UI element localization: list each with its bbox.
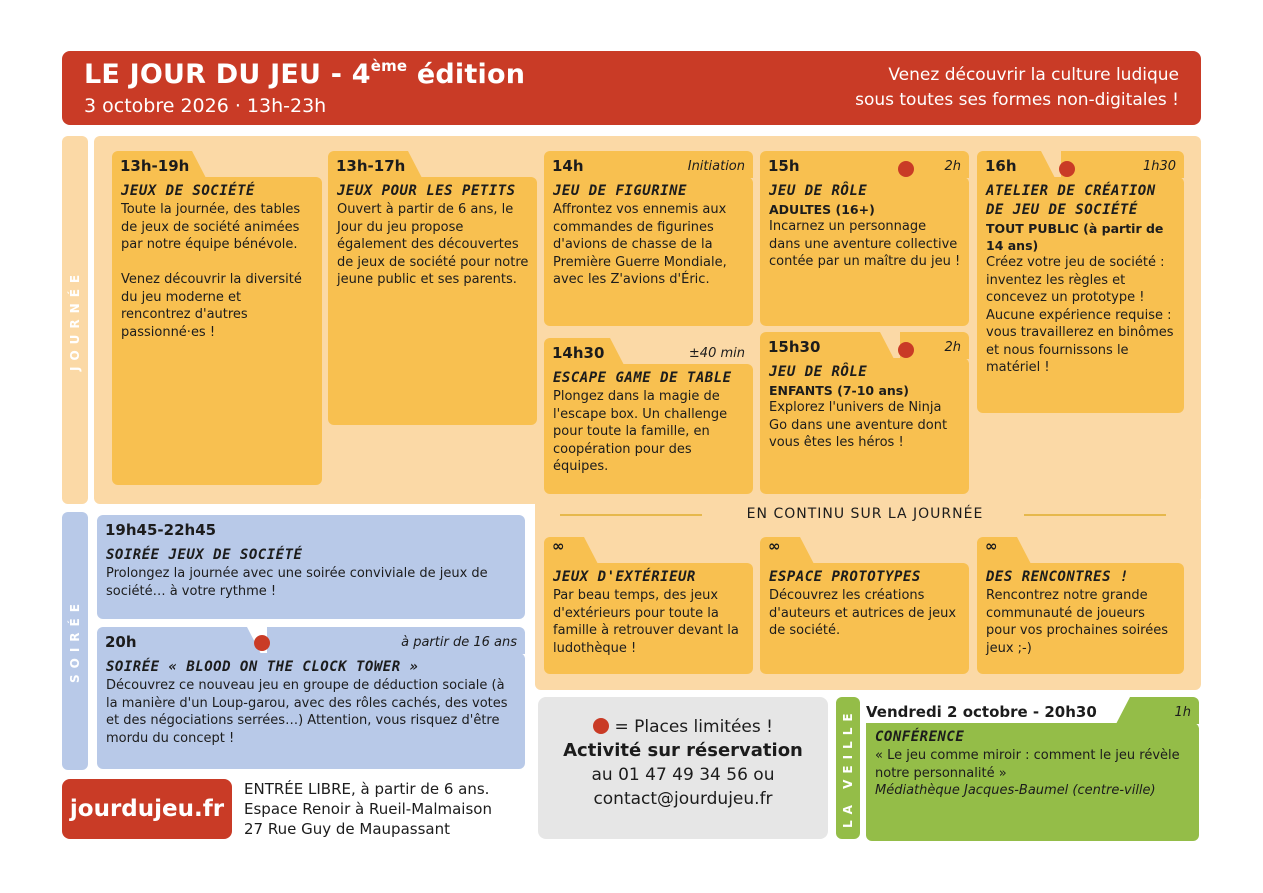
card-place: Médiathèque Jacques-Baumel (centre-ville) bbox=[875, 783, 1156, 798]
card-audience: ADULTES (16+) bbox=[769, 202, 875, 217]
duration-label: 2h bbox=[944, 340, 961, 355]
card-text: Par beau temps, des jeux d'extérieurs pour toute la famille à retrouver devant la ludothèque ! bbox=[553, 588, 739, 656]
continu-divider: EN CONTINU SUR LA JOURNÉE bbox=[560, 506, 1166, 524]
card-soiree-jeux: 19h45-22h45 SOIRÉE JEUX DE SOCIÉTÉ Prolongez la journée avec une soirée conviviale de jeux de société… à votre rythme ! bbox=[97, 515, 525, 619]
infinity-icon: ∞ bbox=[985, 537, 998, 555]
card-blood-on-the-clock-tower: 20h à partir de 16 ans SOIRÉE « BLOOD ON THE CLOCK TOWER » Découvrez ce nouveau jeu en groupe de déduction sociale (à la manière d'un Loup-garou, avec des rôles cachés, des votes et des négociations serrées…) Attention, vous risquez d'être mordu du concept ! bbox=[97, 627, 525, 769]
card-jeu-de-role-adultes: 15h 2h JEU DE RÔLE ADULTES (16+) Incarnez un personnage dans une aventure collective contée par un maître du jeu ! bbox=[760, 151, 969, 326]
limited-places-dot bbox=[593, 718, 609, 734]
card-audience: ENFANTS (7-10 ans) bbox=[769, 383, 909, 398]
card-heading: JEUX POUR LES PETITS bbox=[337, 183, 516, 199]
tagline: Venez découvrir la culture ludique sous toutes ses formes non-digitales ! bbox=[855, 65, 1179, 110]
card-jeux-exterieur bbox=[544, 537, 753, 674]
card-heading: JEU DE RÔLE bbox=[769, 183, 868, 199]
age-label: à partir de 16 ans bbox=[401, 635, 517, 650]
card-jeu-de-figurine: 14h Initiation JEU DE FIGURINE Affrontez vos ennemis aux commandes de figurines d'avions de chasse de la Première Guerre Mondiale, avec les Z'avions d'Éric. bbox=[544, 151, 753, 326]
reservation-box bbox=[538, 697, 828, 839]
card-text: « Le jeu comme miroir : comment le jeu révèle notre personnalité » bbox=[875, 748, 1180, 781]
legend-text: = Places limitées ! bbox=[614, 717, 773, 737]
card-heading: JEUX D'EXTÉRIEUR bbox=[553, 569, 696, 585]
infinity-icon: ∞ bbox=[768, 537, 781, 555]
card-atelier-creation: 16h 1h30 ATELIER DE CRÉATION DE JEU DE SOCIÉTÉ TOUT PUBLIC (à partir de 14 ans) Créez votre jeu de société : inventez les règles et concevez un prototype ! Aucune expérience requise : vous travaillerez en binômes et nous fournissons le matériel ! bbox=[977, 151, 1184, 413]
card-espace-prototypes bbox=[760, 537, 969, 674]
card-heading: CONFÉRENCE bbox=[875, 729, 965, 745]
reservation-title: Activité sur réservation bbox=[563, 740, 803, 761]
card-text: Créez votre jeu de société : inventez les règles et concevez un prototype ! Aucune expérience requise : vous travaillerez en binômes et nous fournissons le matériel ! bbox=[986, 255, 1174, 375]
card-heading: JEU DE RÔLE bbox=[769, 364, 868, 380]
card-conference: Vendredi 2 octobre - 20h30 1h CONFÉRENCE « Le jeu comme miroir : comment le jeu révèle notre personnalité » Médiathèque Jacques-Baumel (centre-ville) bbox=[866, 697, 1199, 841]
card-heading: SOIRÉE JEUX DE SOCIÉTÉ bbox=[106, 547, 303, 563]
card-escape-game: 14h30 ±40 min ESCAPE GAME DE TABLE Plongez dans la magie de l'escape box. Un challenge pour toute la famille, en coopération pour des équipes. bbox=[544, 338, 753, 494]
limited-places-dot bbox=[898, 161, 914, 177]
card-audience: TOUT PUBLIC (à partir de 14 ans) bbox=[986, 221, 1164, 253]
card-text: Toute la journée, des tables de jeux de société animées par notre équipe bénévole. Venez découvrir la diversité du jeu moderne et rencontrez d'autres passionné·es ! bbox=[121, 202, 302, 340]
card-text: Plongez dans la magie de l'escape box. Un challenge pour toute la famille, en coopération pour des équipes. bbox=[553, 389, 728, 474]
card-rencontres bbox=[977, 537, 1184, 674]
infinity-icon: ∞ bbox=[552, 537, 565, 555]
card-heading: SOIRÉE « BLOOD ON THE CLOCK TOWER » bbox=[106, 659, 419, 675]
card-jeux-de-societe: 13h-19h JEUX DE SOCIÉTÉ Toute la journée, des tables de jeux de société animées par notre équipe bénévole. Venez découvrir la diversité du jeu moderne et rencontrez d'autres passionné·es ! bbox=[112, 151, 322, 485]
card-text: Ouvert à partir de 6 ans, le Jour du jeu propose également des découvertes de jeux de société pour notre jeune public et ses parents. bbox=[337, 202, 529, 287]
card-text: Découvrez ce nouveau jeu en groupe de déduction sociale (à la manière d'un Loup-garou, avec des rôles cachés, des votes et des négociations serrées…) Attention, vous risquez d'être mordu du concept ! bbox=[106, 678, 508, 746]
card-text: Prolongez la journée avec une soirée conviviale de jeux de société… à votre rythme ! bbox=[106, 566, 488, 599]
card-heading: ESCAPE GAME DE TABLE bbox=[553, 370, 732, 386]
card-text: Rencontrez notre grande communauté de joueurs pour vos prochaines soirées jeux ;-) bbox=[986, 588, 1169, 656]
limited-places-dot bbox=[898, 342, 914, 358]
limited-places-dot bbox=[254, 635, 270, 651]
event-title: LE JOUR DU JEU - 4ème édition bbox=[84, 57, 526, 90]
duration-label: ±40 min bbox=[688, 346, 745, 361]
card-text: Incarnez un personnage dans une aventure collective contée par un maître du jeu ! bbox=[769, 219, 961, 269]
reservation-email[interactable]: contact@jourdujeu.fr bbox=[593, 789, 773, 809]
reservation-phone: au 01 47 49 34 56 ou bbox=[591, 765, 775, 785]
limited-places-dot bbox=[1059, 161, 1075, 177]
card-heading: ESPACE PROTOTYPES bbox=[769, 569, 921, 585]
section-label-journee: JOURNÉE bbox=[62, 136, 88, 504]
card-heading: DES RENCONTRES ! bbox=[986, 569, 1129, 585]
section-label-soiree: SOIRÉE bbox=[62, 512, 88, 770]
venue-info: ENTRÉE LIBRE, à partir de 6 ans. Espace Renoir à Rueil-Malmaison 27 Rue Guy de Maupassant bbox=[244, 780, 492, 838]
card-jeu-de-role-enfants: 15h30 2h JEU DE RÔLE ENFANTS (7-10 ans) Explorez l'univers de Ninja Go dans une aventure dont vous êtes les héros ! bbox=[760, 332, 969, 494]
card-heading: JEU DE FIGURINE bbox=[553, 183, 687, 199]
event-date: 3 octobre 2026 · 13h-23h bbox=[84, 95, 327, 117]
card-heading: ATELIER DE CRÉATION DE JEU DE SOCIÉTÉ bbox=[986, 183, 1156, 218]
card-text: Affrontez vos ennemis aux commandes de figurines d'avions de chasse de la Première Guerre Mondiale, avec les Z'avions d'Éric. bbox=[553, 202, 727, 287]
duration-label: 1h bbox=[1174, 705, 1191, 720]
website-link[interactable]: jourdujeu.fr bbox=[62, 779, 232, 839]
duration-label: Initiation bbox=[687, 159, 745, 174]
duration-label: 1h30 bbox=[1142, 159, 1176, 174]
card-text: Découvrez les créations d'auteurs et autrices de jeux de société. bbox=[769, 588, 957, 638]
card-text: Explorez l'univers de Ninja Go dans une aventure dont vous êtes les héros ! bbox=[769, 400, 948, 450]
header-banner bbox=[62, 51, 1201, 125]
card-heading: JEUX DE SOCIÉTÉ bbox=[121, 183, 255, 199]
card-jeux-pour-les-petits: 13h-17h JEUX POUR LES PETITS Ouvert à partir de 6 ans, le Jour du jeu propose également des découvertes de jeux de société pour notre jeune public et ses parents. bbox=[328, 151, 537, 425]
duration-label: 2h bbox=[944, 159, 961, 174]
section-label-veille: LA VEILLE bbox=[836, 697, 860, 839]
